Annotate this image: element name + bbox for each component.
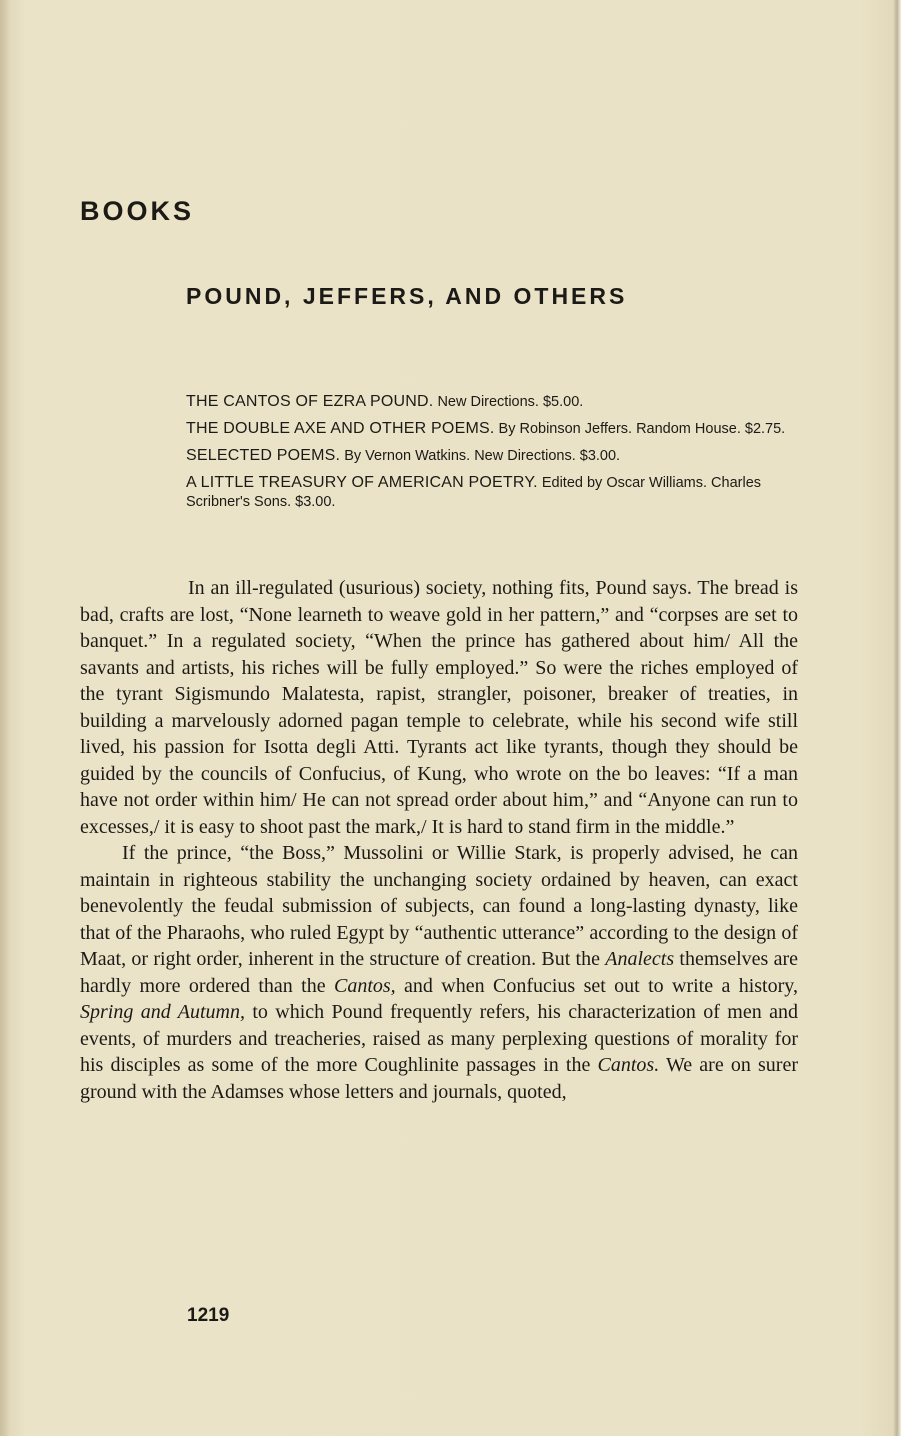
paragraph-text: In an ill-regulated (usurious) society, nothing fits, Pound says. The bread is bad, crafts are lost, “None learneth to weave gold in her pattern,” and “corpses are set to banquet.” In a regulated society, “When the prince has gathered about him/ All the savants and artists, his riches will be fully employed.” So were the riches employed of the tyrant Sigismundo Malatesta, rapist, strangler, poisoner, breaker of treaties, in building a marvelously adorned pagan temple to celebrate, while his second wife still lived, his passion for Isotta degli Atti. Tyrants act like tyrants, though they should be guided by the councils of Confucius, of Kung, who wrote on the bo leaves: “If a man have not order within him/ He can not spread order about him,” and “Anyone can run to excesses,/ it is easy to shoot past the mark,/ It is hard to stand firm in the middle.” <box>80 577 798 838</box>
paragraph-text: to which Pound frequently refers, his characterization of men and events, of murders and treacheries, raised as many perplexing questions of morality for his disciples as some of the more Coughlinite passages in the <box>80 1001 798 1076</box>
italic-work-title: Analects <box>605 948 675 970</box>
italic-work-title: Cantos, <box>333 974 396 997</box>
book-entry <box>186 392 806 412</box>
paragraph-text: themselves are hardly more ordered than the <box>80 948 798 997</box>
page-gutter-shadow <box>0 0 10 1436</box>
book-title: SELECTED POEMS. <box>186 447 341 464</box>
book-details: By Vernon Watkins. New Directions. $3.00. <box>344 448 621 464</box>
book-entry <box>186 419 806 439</box>
book-title: THE CANTOS OF EZRA POUND. <box>186 393 434 410</box>
article-title: POUND, JEFFERS, AND OTHERS <box>186 283 628 309</box>
italic-work-title: Spring and Autumn, <box>80 1001 245 1023</box>
book-entry <box>186 473 806 512</box>
paragraph <box>80 840 798 1105</box>
book-details: Edited by Oscar Williams. Charles Scribner's Sons. $3.00. <box>186 475 762 510</box>
book-title: A LITTLE TREASURY OF AMERICAN POETRY. <box>186 474 538 491</box>
book-details: New Directions. $5.00. <box>437 394 584 410</box>
paragraph-text: and when Confucius set out to write a history, <box>395 974 798 997</box>
section-title: BOOKS <box>80 196 195 226</box>
page-number: 1219 <box>187 1305 230 1326</box>
paragraph-text: We are on surer ground with the Adamses whose letters and journals, quoted, <box>80 1054 799 1103</box>
review-body <box>80 575 798 1105</box>
italic-work-title: Cantos. <box>597 1054 660 1076</box>
reviewed-books-list <box>186 392 806 519</box>
book-entry <box>186 446 806 466</box>
paragraph-text: If the prince, “the Boss,” Mussolini or Willie Stark, is properly advised, he can maintain in righteous stability the unchanging society ordained by heaven, can exact benevolently the feudal submission of subjects, can found a long-lasting dynasty, like that of the Pharaohs, who ruled Egypt by “authentic utterance” according to the design of Maat, or right order, inherent in the structure of creation. But the <box>80 842 798 970</box>
book-details: By Robinson Jeffers. Random House. $2.75. <box>498 421 786 437</box>
book-title: THE DOUBLE AXE AND OTHER POEMS. <box>186 420 495 437</box>
paragraph <box>80 575 798 840</box>
